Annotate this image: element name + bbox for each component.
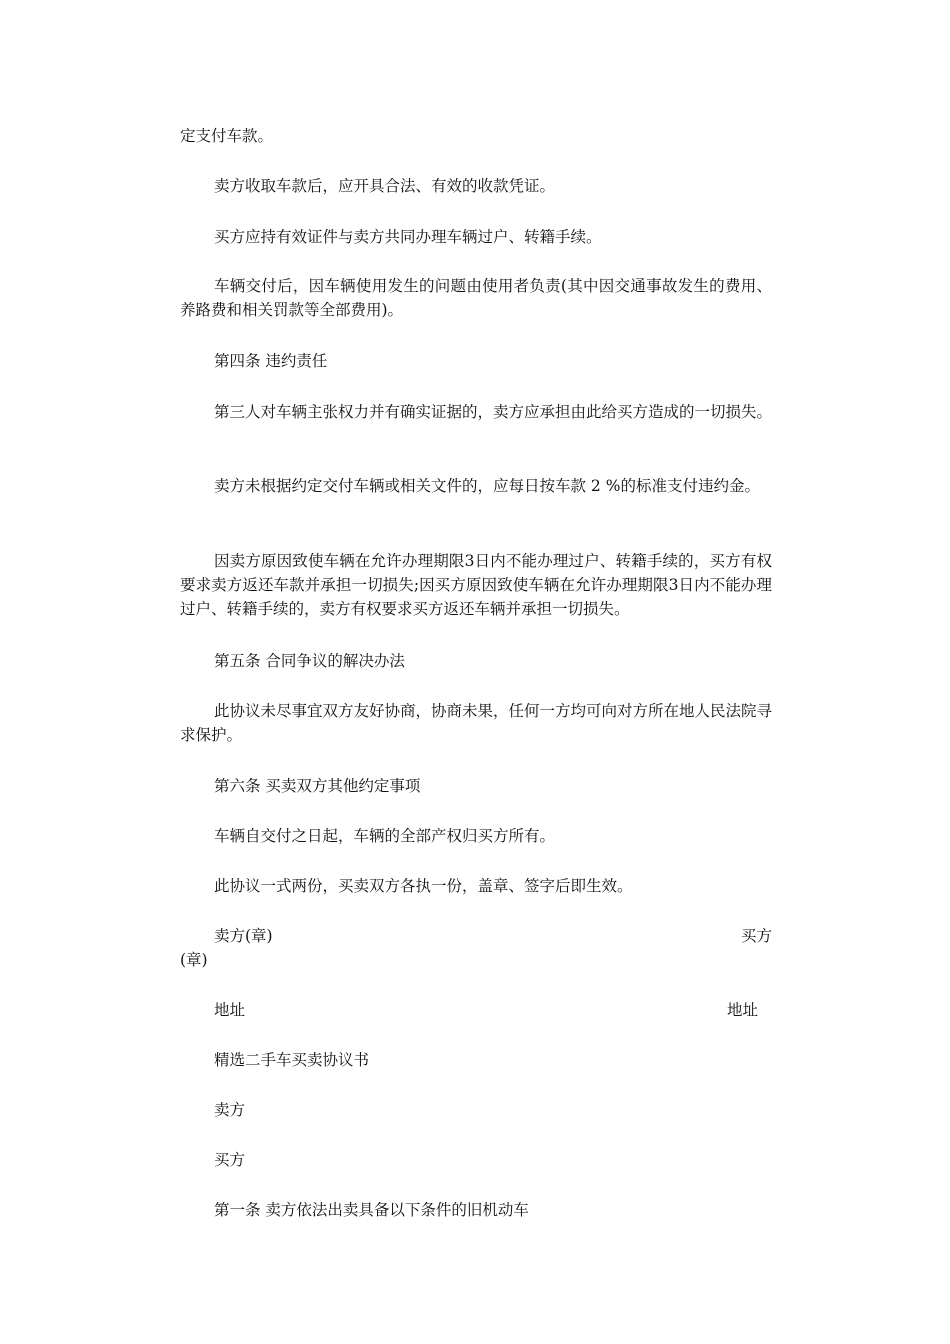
buyer-address-label: 地址 <box>726 1001 758 1019</box>
paragraph-dispute: 此协议未尽事宜双方友好协商，协商未果，任何一方均可向对方所在地人民法院寻求保护。 <box>180 702 773 744</box>
paragraph-ownership: 车辆自交付之日起，车辆的全部产权归买方所有。 <box>214 827 556 845</box>
paragraph-liability: 车辆交付后，因车辆使用发生的问题由使用者负责(其中因交通事故发生的费用、养路费和相关罚款等全部费用)。 <box>180 277 772 319</box>
paragraph-penalty: 卖方未根据约定交付车辆或相关文件的，应每日按车款 2 %的标准支付违约金。 <box>214 477 760 495</box>
seller-seal-label: 卖方(章) <box>214 927 273 945</box>
article-1-heading: 第一条 卖方依法出卖具备以下条件的旧机动车 <box>214 1201 529 1219</box>
article-5-heading: 第五条 合同争议的解决办法 <box>214 652 405 670</box>
section-title: 精选二手车买卖协议书 <box>214 1051 370 1069</box>
buyer-seal-label: 买方 <box>740 927 772 945</box>
paragraph-third-party: 第三人对车辆主张权力并有确实证据的，卖方应承担由此给买方造成的一切损失。 <box>214 403 773 421</box>
paragraph-transfer: 买方应持有效证件与卖方共同办理车辆过户、转籍手续。 <box>214 228 602 246</box>
article-6-heading: 第六条 买卖双方其他约定事项 <box>214 777 421 795</box>
article-4-heading: 第四条 违约责任 <box>214 352 328 370</box>
buyer-line: 买方 <box>214 1151 246 1169</box>
buyer-seal-suffix: (章) <box>180 951 208 969</box>
seller-line: 卖方 <box>214 1101 246 1119</box>
paragraph-payment-continuation: 定支付车款。 <box>180 127 274 145</box>
seller-address-label: 地址 <box>214 1001 246 1019</box>
paragraph-copies: 此协议一式两份，买卖双方各执一份，盖章、签字后即生效。 <box>214 877 633 895</box>
paragraph-transfer-deadline: 因卖方原因致使车辆在允许办理期限3日内不能办理过户、转籍手续的，买方有权要求卖方返还车款并承担一切损失;因买方原因致使车辆在允许办理期限3日内不能办理过户、转籍手续的，卖方有权要求买方返还车辆并承担一切损失。 <box>180 552 772 618</box>
paragraph-receipt: 卖方收取车款后，应开具合法、有效的收款凭证。 <box>214 177 556 195</box>
